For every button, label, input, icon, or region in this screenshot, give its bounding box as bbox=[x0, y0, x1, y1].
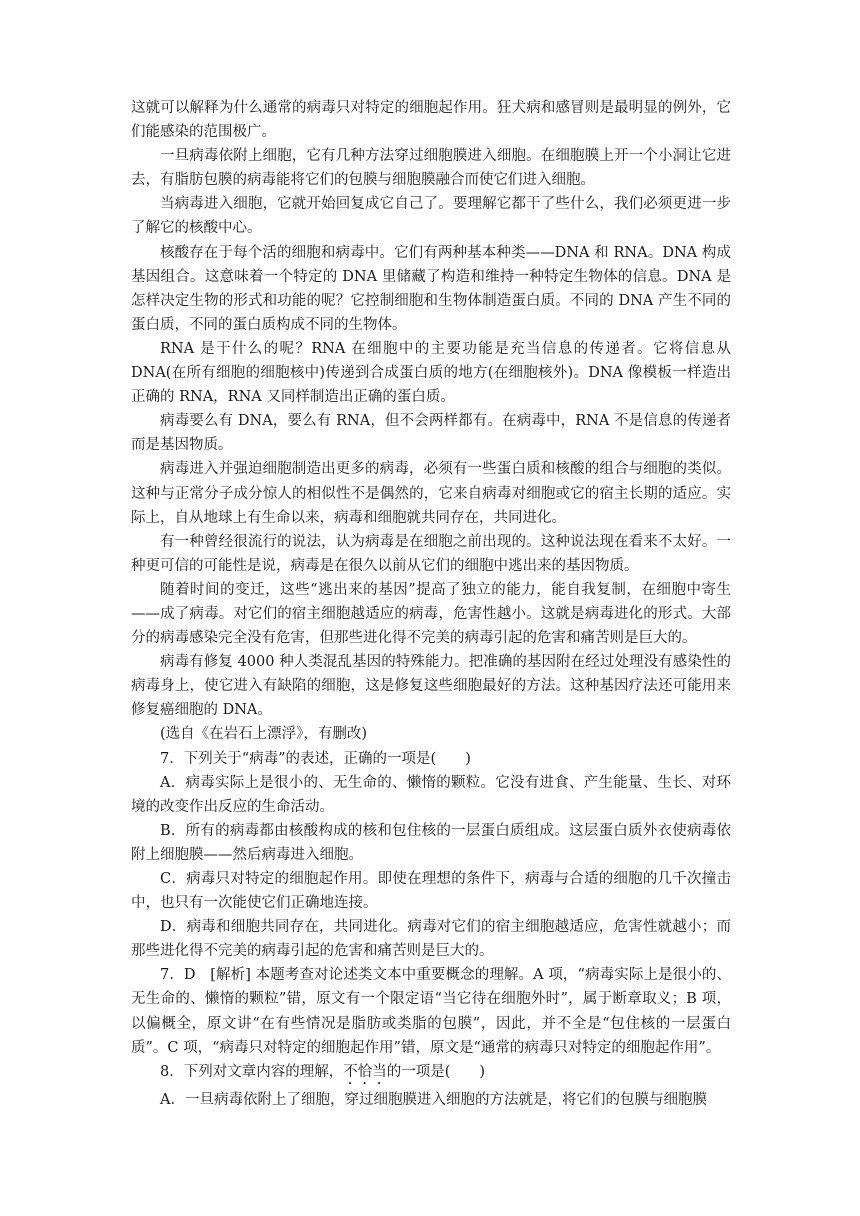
article-paragraph: 当病毒进入细胞，它就开始回复成它自己了。要理解它都干了些什么，我们必须更进一步了解它的核酸中心。 bbox=[131, 196, 731, 237]
question-7-option-b: B．所有的病毒都由核酸构成的核和包住核的一层蛋白质组成。这层蛋白质外衣使病毒依附上细胞膜——然后病毒进入细胞。 bbox=[131, 822, 731, 863]
article-paragraph: 一旦病毒依附上细胞，它有几种方法穿过细胞膜进入细胞。在细胞膜上开一个小洞让它进去，有脂肪包膜的病毒能将它们的包膜与细胞膜融合而使它们进入细胞。 bbox=[131, 148, 731, 189]
article-paragraph: 核酸存在于每个活的细胞和病毒中。它们有两种基本种类——DNA 和 RNA。DNA 构成基因组合。这意味着一个特定的 DNA 里储藏了构造和维持一种特定生物体的信息。DNA 是怎样决定生物的形式和功能的呢？它控制细胞和生物体制造蛋白质。不同的 DNA 产生不同的蛋白质，不同的蛋白质构成不同的生物体。 bbox=[131, 244, 731, 333]
article-paragraph: 这就可以解释为什么通常的病毒只对特定的细胞起作用。狂犬病和感冒则是最明显的例外，它们能感染的范围极广。 bbox=[131, 100, 731, 141]
question-8-stem bbox=[131, 1060, 731, 1088]
question-8-option-a: A．一旦病毒依附上了细胞，穿过细胞膜进入细胞的方法就是，将它们的包膜与细胞膜 bbox=[160, 1091, 707, 1108]
question-8-emphasis: 不恰当 bbox=[343, 1063, 387, 1080]
article-paragraph: 有一种曾经很流行的说法，认为病毒是在细胞之前出现的。这种说法现在看来不太好。一种更可信的可能性是说，病毒是在很久以前从它们的细胞中逃出来的基因物质。 bbox=[131, 533, 731, 574]
article-paragraph: RNA 是干什么的呢？RNA 在细胞中的主要功能是充当信息的传递者。它将信息从 DNA(在所有细胞的细胞核中)传递到合成蛋白质的地方(在细胞核外)。DNA 像模板一样造出正确的 RNA，RNA 又同样制造出正确的蛋白质。 bbox=[131, 340, 731, 406]
article-paragraph: 病毒进入并强迫细胞制造出更多的病毒，必须有一些蛋白质和核酸的组合与细胞的类似。这种与正常分子成分惊人的相似性不是偶然的，它来自病毒对细胞或它的宿主长期的适应。实际上，自从地球上有生命以来，病毒和细胞就共同存在，共同进化。 bbox=[131, 461, 731, 526]
question-7-option-c: C．病毒只对特定的细胞起作用。即使在理想的条件下，病毒与合适的细胞的几千次撞击中，也只有一次能使它们正确地连接。 bbox=[131, 871, 731, 912]
article-paragraph: 病毒要么有 DNA，要么有 RNA，但不会两样都有。在病毒中，RNA 不是信息的传递者而是基因物质。 bbox=[131, 413, 731, 454]
source-citation: (选自《在岩石上漂浮》，有删改) bbox=[160, 726, 368, 743]
document-page bbox=[131, 96, 731, 1112]
question-8-stem-after: 的一项是( ) bbox=[386, 1063, 486, 1080]
question-7-stem: 7．下列关于“病毒”的表述，正确的一项是( ) bbox=[160, 750, 471, 767]
question-7-option-a: A．病毒实际上是很小的、无生命的、懒惰的颗粒。它没有进食、产生能量、生长、对环境的改变作出反应的生命活动。 bbox=[131, 774, 731, 815]
article-paragraph: 随着时间的变迁，这些“逃出来的基因”提高了独立的能力，能自我复制，在细胞中寄生——成了病毒。对它们的宿主细胞越适应的病毒，危害性越小。这就是病毒进化的形式。大部分的病毒感染完全没有危害，但那些进化得不完美的病毒引起的危害和痛苦则是巨大的。 bbox=[131, 581, 731, 647]
question-8-stem-before: 8．下列对文章内容的理解， bbox=[160, 1063, 344, 1080]
article-paragraph: 病毒有修复 4000 种人类混乱基因的特殊能力。把准确的基因附在经过处理没有感染性的病毒身上，使它进入有缺陷的细胞，这是修复这些细胞最好的方法。这种基因疗法还可能用来修复癌细胞的 DNA。 bbox=[131, 654, 731, 719]
question-7-option-d: D．病毒和细胞共同存在，共同进化。病毒对它们的宿主细胞越适应，危害性就越小；而那些进化得不完美的病毒引起的危害和痛苦则是巨大的。 bbox=[131, 919, 731, 960]
question-7-answer: 7．D [解析] 本题考查对论述类文本中重要概念的理解。A 项，“病毒实际上是很小的、无生命的、懒惰的颗粒”错，原文有一个限定语“当它待在细胞外时”，属于断章取义；B 项，以偏概全，原文讲“在有些情况是脂肪或类脂的包膜”，因此，并不全是“包住核的一层蛋白质”。C 项，“病毒只对特定的细胞起作用”错，原文是“通常的病毒只对特定的细胞起作用”。 bbox=[131, 967, 731, 1056]
